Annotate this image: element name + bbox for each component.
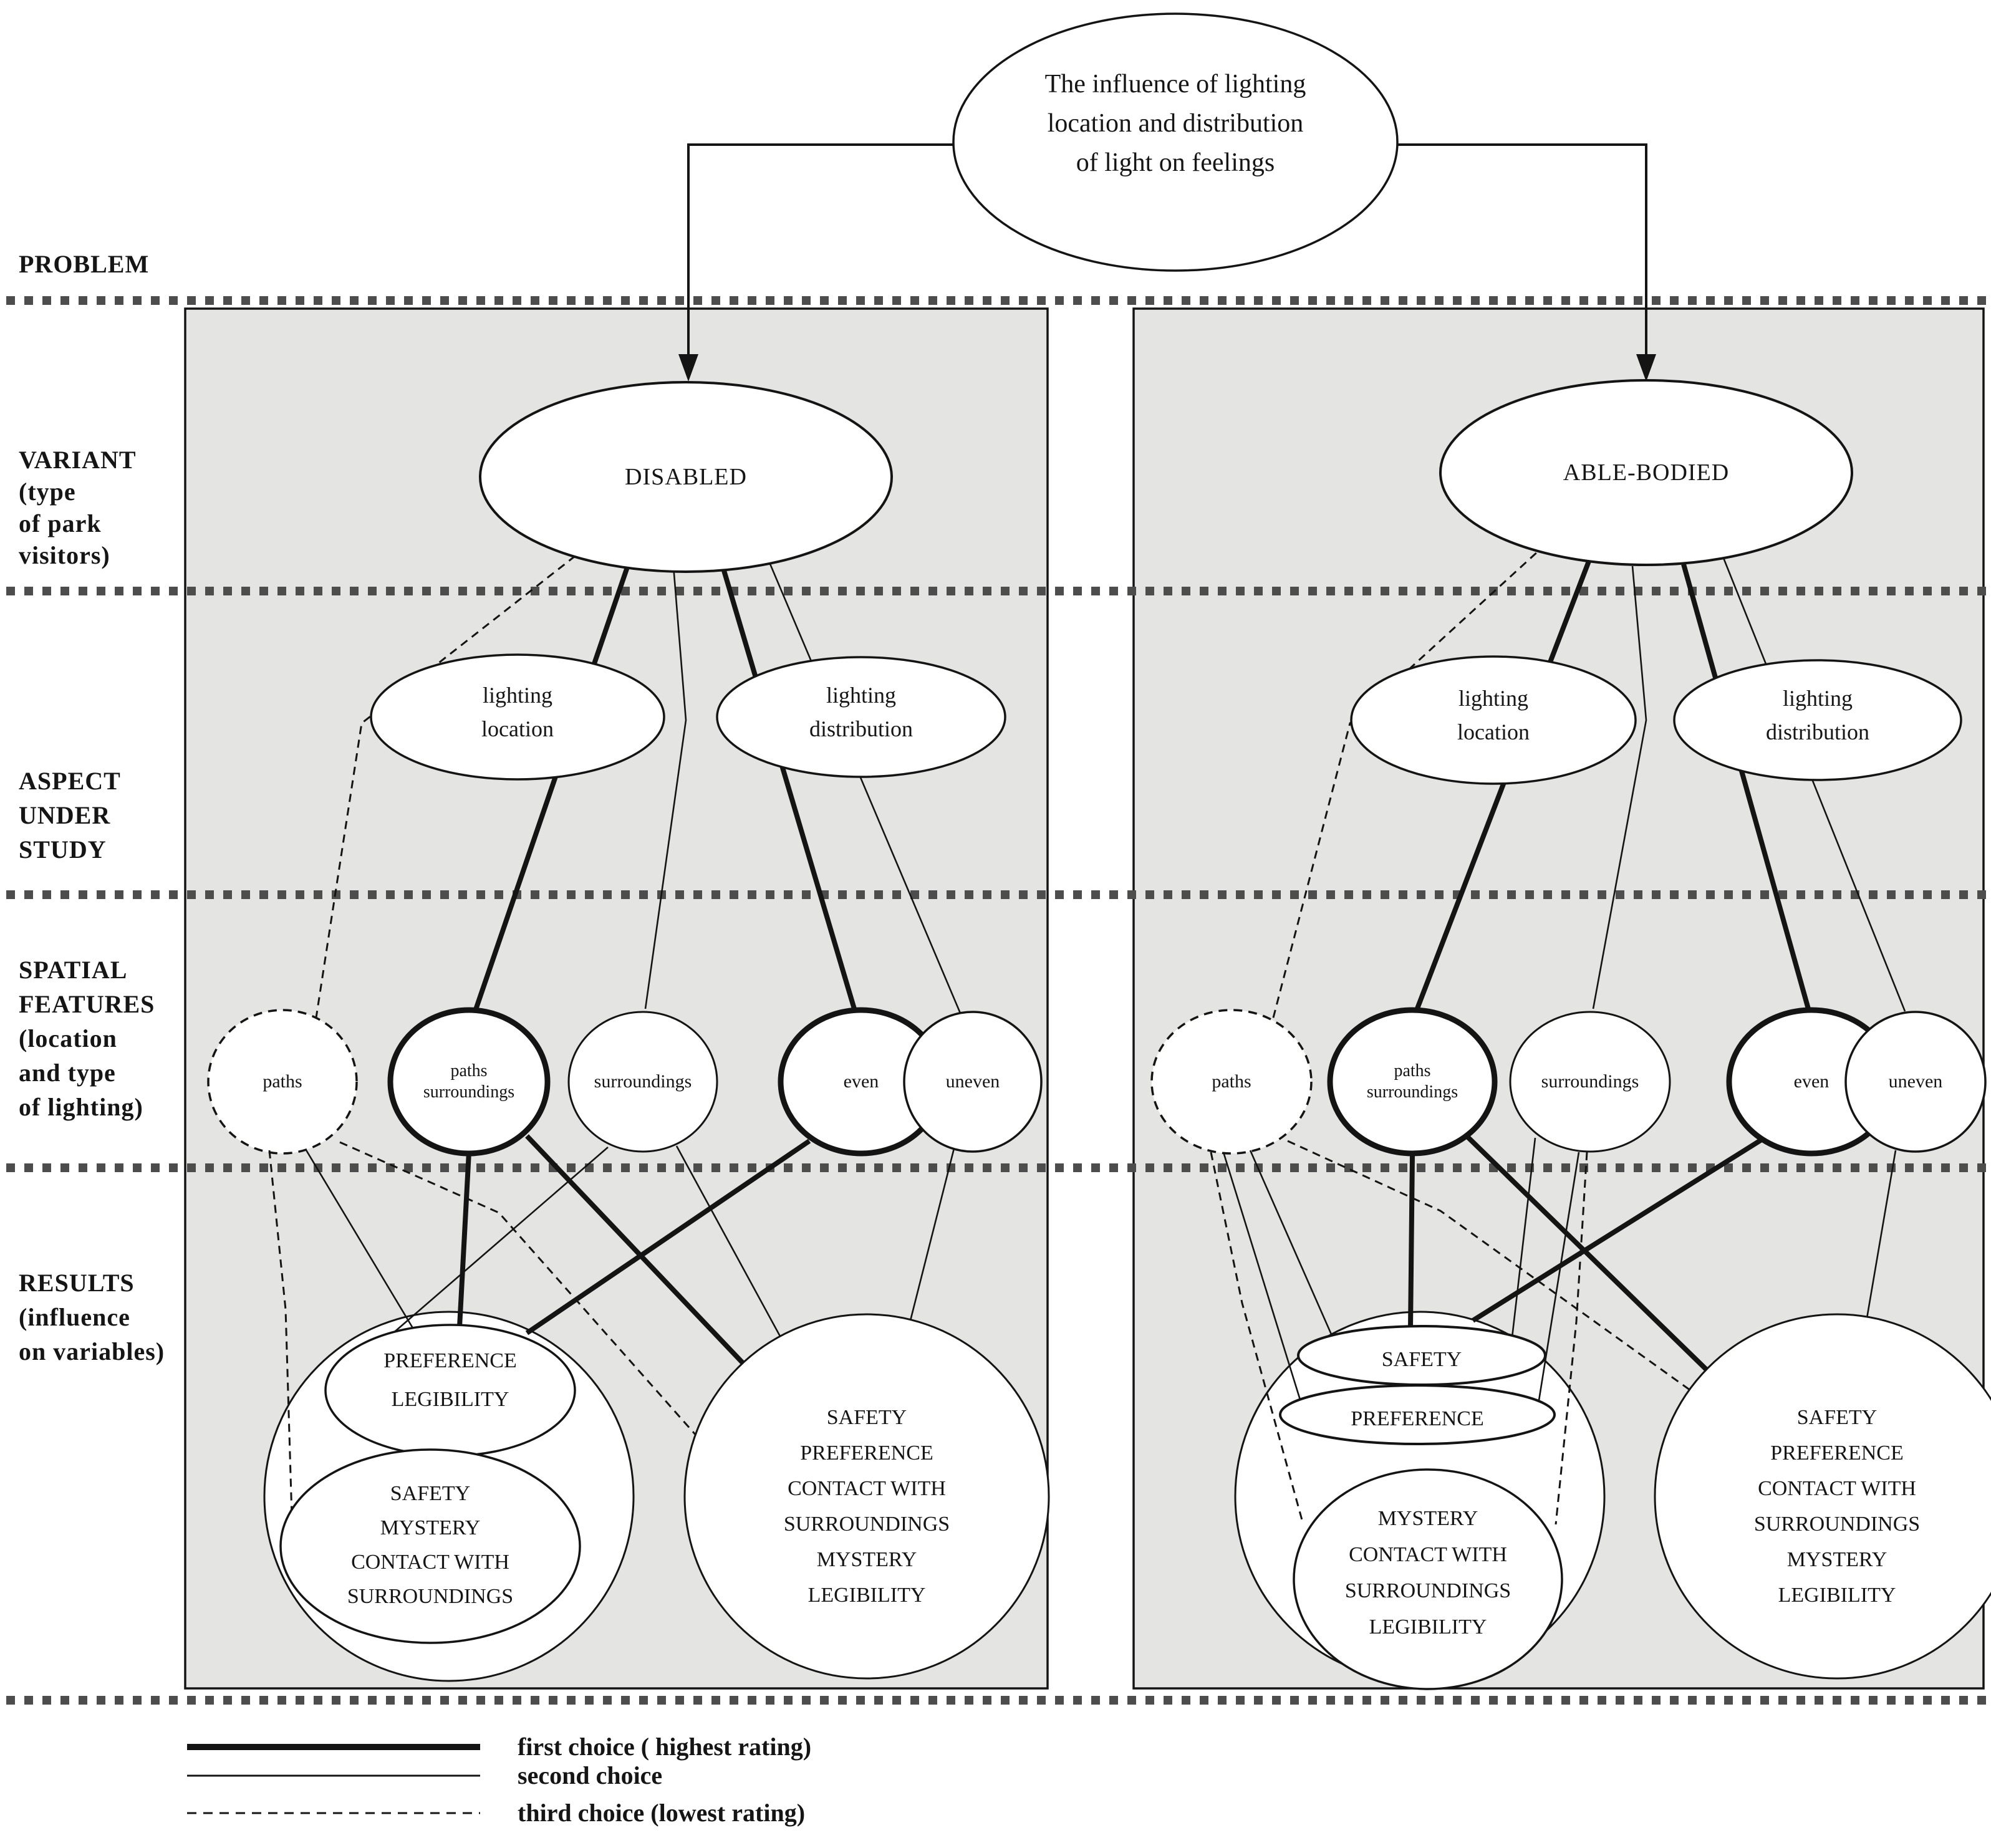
- able-bodied-label: ABLE-BODIED: [1563, 460, 1730, 486]
- margin-label-spatial: SPATIAL FEATURES (location and type of lighting): [19, 956, 155, 1121]
- uneven-left-label: uneven: [945, 1071, 1000, 1092]
- margin-label-problem: PROBLEM: [19, 250, 150, 278]
- paths-right-label: paths: [1212, 1071, 1251, 1092]
- even-right-label: even: [1793, 1071, 1830, 1092]
- edge-pathssurroundings-safety-thick-right: [1410, 1155, 1412, 1329]
- legend-first-choice-label: first choice ( highest rating): [518, 1733, 812, 1761]
- paths-surroundings-left-label: paths surroundings: [423, 1061, 515, 1102]
- disabled-label: DISABLED: [625, 464, 747, 490]
- preference-right-label: PREFERENCE: [1351, 1407, 1484, 1430]
- margin-label-aspect: ASPECT UNDER STUDY: [19, 767, 121, 864]
- legend-third-choice-label: third choice (lowest rating): [518, 1799, 806, 1827]
- safety-mystery-left-label: SAFETY MYSTERY CONTACT WITH SURROUNDINGS: [347, 1482, 514, 1608]
- safety-right-label: SAFETY: [1381, 1348, 1462, 1371]
- lighting-distribution-left-label: lighting distribution: [809, 683, 913, 741]
- uneven-right-label: uneven: [1888, 1071, 1943, 1092]
- margin-label-results: RESULTS (influence on variables): [19, 1269, 165, 1365]
- legend-second-choice-label: second choice: [518, 1761, 663, 1789]
- surroundings-left-label: surroundings: [594, 1071, 692, 1092]
- result2-right-label: SAFETY PREFERENCE CONTACT WITH SURROUNDINGS MYSTERY LEGIBILITY: [1753, 1406, 1921, 1607]
- result2-left-label: SAFETY PREFERENCE CONTACT WITH SURROUNDINGS MYSTERY LEGIBILITY: [783, 1406, 950, 1607]
- lighting-location-left-label: lighting location: [481, 683, 554, 741]
- mystery-group-right-label: MYSTERY CONTACT WITH SURROUNDINGS LEGIBILITY: [1344, 1507, 1511, 1639]
- legend-samples: [187, 1747, 480, 1813]
- paths-surroundings-right-label: paths surroundings: [1366, 1061, 1458, 1102]
- surroundings-right-label: surroundings: [1541, 1071, 1639, 1092]
- lighting-location-right-label: lighting location: [1457, 686, 1530, 744]
- preference-legibility-left-label: PREFERENCE LEGIBILITY: [383, 1349, 517, 1411]
- title-label: The influence of lighting location and distribution of light on feelings: [1044, 70, 1306, 177]
- margin-label-variant: VARIANT (type of park visitors): [19, 446, 137, 569]
- paths-left-label: paths: [263, 1071, 302, 1092]
- lighting-distribution-right-label: lighting distribution: [1765, 686, 1869, 744]
- even-left-label: even: [843, 1071, 879, 1092]
